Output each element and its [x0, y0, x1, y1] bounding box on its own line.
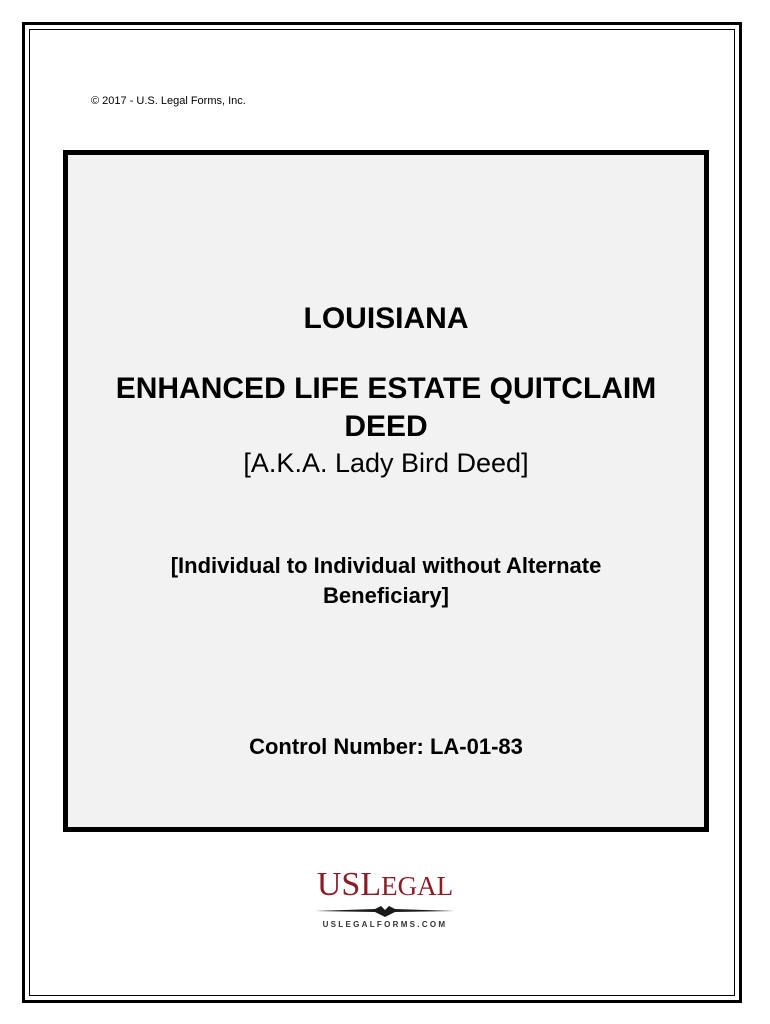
- state-title: LOUISIANA: [303, 302, 469, 335]
- logo-egal: EGAL: [381, 871, 454, 901]
- aka-subtitle: [A.K.A. Lady Bird Deed]: [243, 448, 529, 478]
- deed-type-line-2: Beneficiary]: [323, 583, 449, 608]
- deed-title-line-2: DEED: [344, 410, 428, 443]
- logo-l: L: [360, 866, 382, 903]
- copyright-notice: © 2017 - U.S. Legal Forms, Inc.: [91, 95, 246, 107]
- deed-type-line-1: [Individual to Individual without Alternate: [170, 553, 602, 578]
- eagle-icon: [315, 904, 455, 918]
- uslegal-logo: [285, 868, 485, 929]
- logo-us: US: [316, 866, 361, 903]
- logo-wordmark: [285, 868, 485, 903]
- cover-box: [63, 150, 709, 832]
- control-number: Control Number: LA-01-83: [249, 734, 523, 759]
- logo-url: USLEGALFORMS.COM: [322, 920, 448, 929]
- deed-title-line-1: ENHANCED LIFE ESTATE QUITCLAIM: [115, 372, 657, 405]
